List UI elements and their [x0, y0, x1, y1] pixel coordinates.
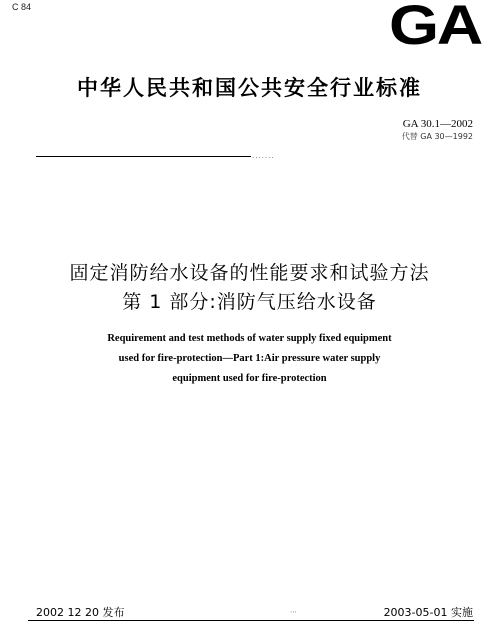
standard-title: 中华人民共和国公共安全行业标准: [77, 76, 422, 100]
footer-divider: [28, 620, 474, 621]
english-title-line-2: used for fire-protection—Part 1:Air pressure water supply: [118, 353, 381, 364]
chinese-title-line-2: 第 1 部分:消防气压给水设备: [122, 291, 377, 313]
standard-number: GA 30.1—2002: [402, 118, 473, 130]
issue-date: 2002 12 20 发布: [36, 606, 125, 619]
implementation-date: 2003-05-01 实施: [383, 606, 473, 619]
replaces-note: 代替 GA 30—1992: [401, 132, 473, 141]
english-title-line-1: Requirement and test methods of water supply fixed equipment: [107, 333, 392, 344]
ics-code: C 84: [12, 2, 32, 12]
english-title-line-3: equipment used for fire-protection: [172, 373, 327, 384]
ga-logo: GA: [389, 0, 481, 56]
chinese-title-line-1: 固定消防给水设备的性能要求和试验方法: [69, 262, 430, 284]
divider-mark: .......: [252, 152, 275, 160]
header-divider: [36, 156, 251, 157]
footer-mark: ⋯: [290, 608, 297, 616]
